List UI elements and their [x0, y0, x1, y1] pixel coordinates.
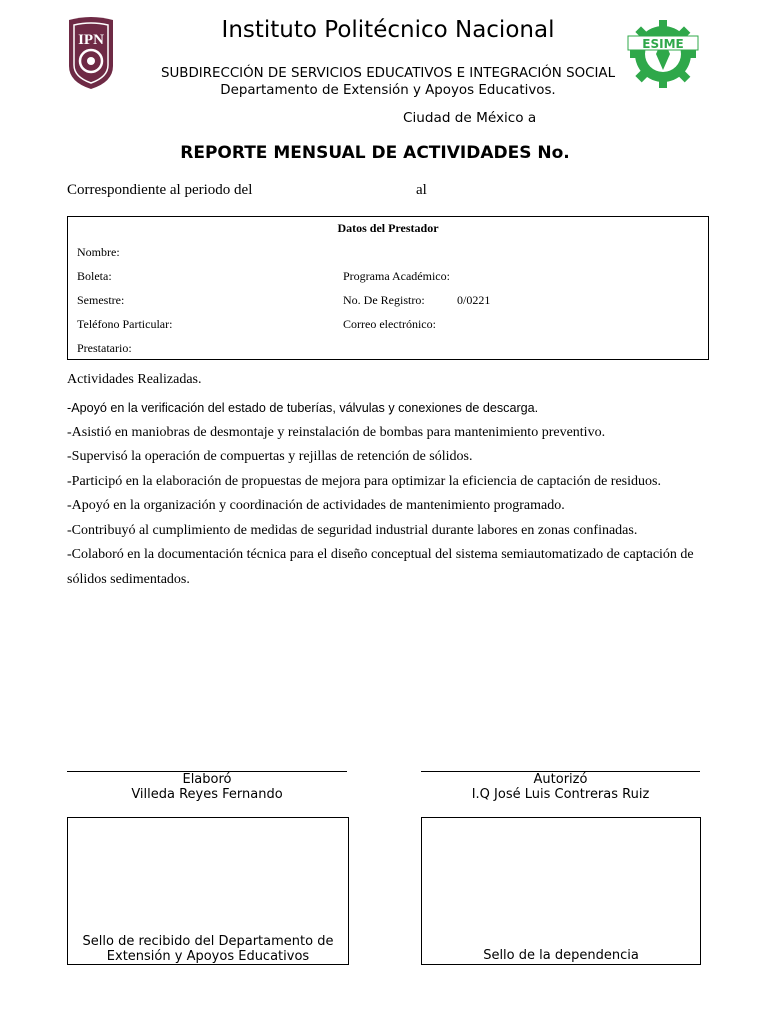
- field-boleta: Boleta:: [77, 269, 112, 283]
- stamp-box-dependencia: [421, 817, 701, 965]
- field-correo: Correo electrónico:: [343, 317, 436, 331]
- institution-name: Instituto Politécnico Nacional: [221, 17, 555, 43]
- activities-list: [67, 396, 707, 592]
- city-date: Ciudad de México a: [403, 110, 537, 126]
- activity-item: -Asistió en maniobras de desmontaje y reinstalación de bombas para mantenimiento preventivo.: [67, 424, 606, 440]
- field-prestatario: Prestatario:: [77, 341, 132, 355]
- activity-item: -Apoyó en la verificación del estado de tuberías, válvulas y conexiones de descarga.: [67, 401, 539, 415]
- field-semestre: Semestre:: [77, 293, 125, 307]
- elaboro-label: Elaboró: [182, 772, 232, 787]
- report-title: REPORTE MENSUAL DE ACTIVIDADES No.: [180, 143, 570, 163]
- activity-item: -Apoyó en la organización y coordinación de actividades de mantenimiento programado.: [67, 498, 565, 513]
- activity-item: -Supervisó la operación de compuertas y rejillas de retención de sólidos.: [67, 449, 473, 464]
- subdirection-name: SUBDIRECCIÓN DE SERVICIOS EDUCATIVOS E INTEGRACIÓN SOCIAL: [160, 66, 616, 81]
- ipn-logo-text: IPN: [78, 32, 104, 48]
- activity-item: -Contribuyó al cumplimiento de medidas de seguridad industrial durante labores en zonas confinadas.: [67, 522, 638, 538]
- activity-item: -Participó en la elaboración de propuestas de mejora para optimizar la eficiencia de captación de residuos.: [67, 473, 661, 489]
- department-name: Departamento de Extensión y Apoyos Educativos.: [220, 83, 556, 98]
- activity-item: -Colaboró en la documentación técnica para el diseño conceptual del sistema semiautomatizado de captación de sólidos sedimentados.: [67, 547, 694, 587]
- autorizo-name: I.Q José Luis Contreras Ruiz: [471, 787, 650, 802]
- period-to-label: al: [416, 182, 427, 198]
- esime-logo-text: ESIME: [642, 37, 684, 51]
- elaboro-name: Villeda Reyes Fernando: [131, 787, 283, 802]
- datos-prestador-box: [67, 216, 709, 360]
- field-registro-value: 0/0221: [457, 293, 491, 307]
- field-programa: Programa Académico:: [343, 269, 450, 283]
- activities-heading: Actividades Realizadas.: [67, 372, 202, 387]
- field-telefono: Teléfono Particular:: [77, 317, 173, 331]
- stamp-dependencia-label: Sello de la dependencia: [483, 948, 639, 963]
- datos-title: Datos del Prestador: [337, 221, 439, 235]
- autorizo-label: Autorizó: [533, 772, 588, 787]
- stamp-department-label: Sello de recibido del Departamento de Extensión y Apoyos Educativos: [82, 934, 334, 964]
- period-label: Correspondiente al periodo del: [67, 182, 253, 198]
- field-nombre: Nombre:: [77, 245, 120, 259]
- field-registro-label: No. De Registro:: [343, 293, 425, 307]
